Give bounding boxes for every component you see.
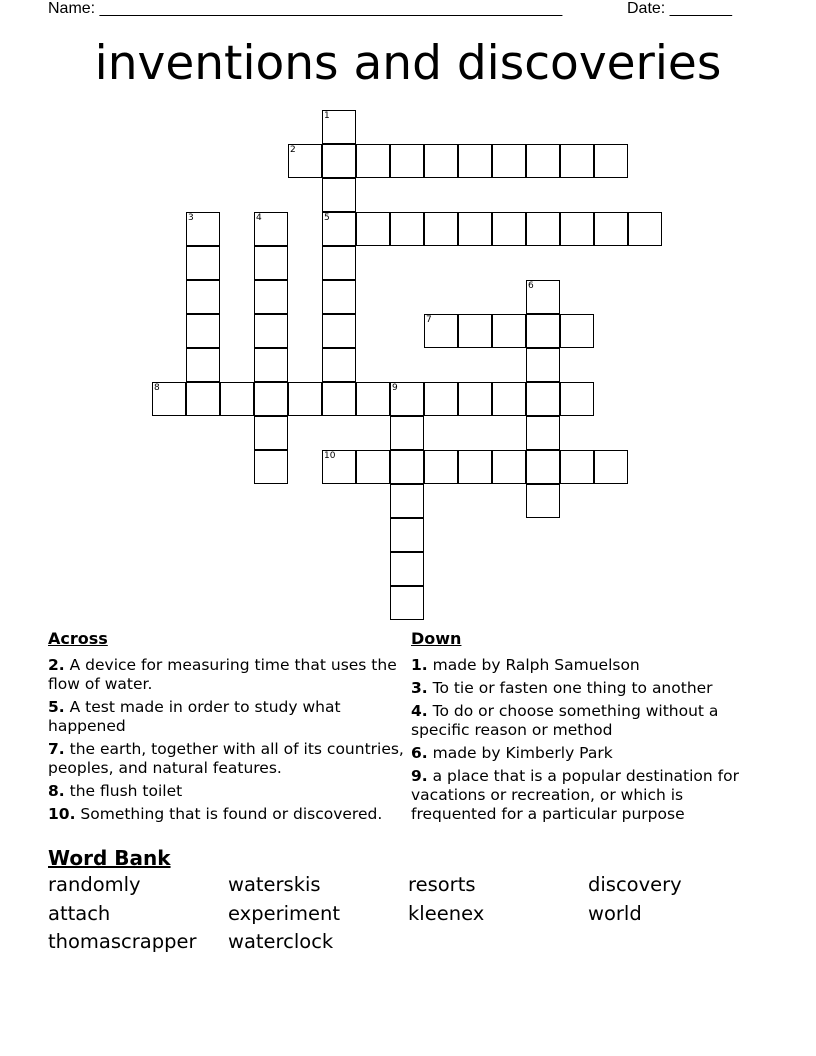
clue-number-label: 8. bbox=[48, 782, 65, 800]
word-bank-item: attach bbox=[48, 902, 111, 925]
clue-number: 5 bbox=[324, 213, 330, 223]
grid-cell[interactable] bbox=[560, 314, 594, 348]
grid-cell[interactable] bbox=[322, 280, 356, 314]
grid-cell[interactable] bbox=[322, 246, 356, 280]
clue-number-label: 2. bbox=[48, 656, 65, 674]
grid-cell[interactable] bbox=[492, 450, 526, 484]
clue-number: 7 bbox=[426, 315, 432, 325]
grid-cell[interactable] bbox=[186, 212, 220, 246]
grid-cell[interactable] bbox=[458, 382, 492, 416]
word-bank-item: resorts bbox=[408, 873, 476, 896]
clue-text: To tie or fasten one thing to another bbox=[427, 679, 713, 697]
clue-number: 3 bbox=[188, 213, 194, 223]
grid-cell[interactable] bbox=[186, 348, 220, 382]
grid-cell[interactable] bbox=[526, 348, 560, 382]
down-clues bbox=[411, 628, 761, 828]
grid-cell[interactable] bbox=[152, 382, 186, 416]
grid-cell[interactable] bbox=[458, 314, 492, 348]
clue-number: 9 bbox=[392, 383, 398, 393]
grid-cell[interactable] bbox=[254, 246, 288, 280]
grid-cell[interactable] bbox=[526, 212, 560, 246]
clue-number-label: 1. bbox=[411, 656, 428, 674]
grid-cell[interactable] bbox=[322, 382, 356, 416]
clue-text: the earth, together with all of its countries, peoples, and natural features. bbox=[48, 740, 404, 777]
grid-cell[interactable] bbox=[254, 382, 288, 416]
grid-cell[interactable] bbox=[288, 144, 322, 178]
grid-cell[interactable] bbox=[356, 382, 390, 416]
puzzle-title: inventions and discoveries bbox=[94, 36, 722, 91]
grid-cell[interactable] bbox=[390, 416, 424, 450]
grid-cell[interactable] bbox=[390, 484, 424, 518]
grid-cell[interactable] bbox=[186, 314, 220, 348]
grid-cell[interactable] bbox=[526, 416, 560, 450]
across-clue bbox=[48, 656, 408, 694]
clue-text: the flush toilet bbox=[64, 782, 183, 800]
word-bank-item: discovery bbox=[588, 873, 682, 896]
word-bank-item: experiment bbox=[228, 902, 341, 925]
grid-cell[interactable] bbox=[424, 450, 458, 484]
down-clue bbox=[411, 656, 761, 675]
word-bank-item: randomly bbox=[48, 873, 141, 896]
grid-cell[interactable] bbox=[390, 450, 424, 484]
grid-cell[interactable] bbox=[322, 348, 356, 382]
clue-number-label: 3. bbox=[411, 679, 428, 697]
grid-cell[interactable] bbox=[254, 280, 288, 314]
grid-cell[interactable] bbox=[186, 246, 220, 280]
grid-cell[interactable] bbox=[594, 212, 628, 246]
clue-number-label: 4. bbox=[411, 702, 428, 720]
clue-number: 8 bbox=[154, 383, 160, 393]
clue-text: made by Ralph Samuelson bbox=[427, 656, 640, 674]
word-bank-item: waterskis bbox=[228, 873, 321, 896]
grid-cell[interactable] bbox=[458, 144, 492, 178]
clue-text: a place that is a popular destination for vacations or recreation, or which is frequented for a particular purpose bbox=[411, 767, 739, 823]
grid-cell[interactable] bbox=[390, 144, 424, 178]
clue-number: 4 bbox=[256, 213, 262, 223]
grid-cell[interactable] bbox=[390, 382, 424, 416]
grid-cell[interactable] bbox=[356, 144, 390, 178]
grid-cell[interactable] bbox=[526, 280, 560, 314]
across-clue bbox=[48, 740, 408, 778]
word-bank-heading: Word Bank bbox=[48, 846, 171, 870]
grid-cell[interactable] bbox=[560, 144, 594, 178]
clue-number-label: 9. bbox=[411, 767, 428, 785]
grid-cell[interactable] bbox=[186, 382, 220, 416]
grid-cell[interactable] bbox=[322, 450, 356, 484]
grid-cell[interactable] bbox=[356, 450, 390, 484]
grid-cell[interactable] bbox=[390, 586, 424, 620]
grid-cell[interactable] bbox=[492, 212, 526, 246]
grid-cell[interactable] bbox=[390, 518, 424, 552]
down-heading: Down bbox=[411, 629, 462, 648]
grid-cell[interactable] bbox=[220, 382, 254, 416]
clue-text: To do or choose something without a specific reason or method bbox=[411, 702, 719, 739]
down-clue bbox=[411, 744, 761, 763]
clue-number: 1 bbox=[324, 111, 330, 121]
grid-cell[interactable] bbox=[560, 382, 594, 416]
grid-cell[interactable] bbox=[322, 178, 356, 212]
name-field-label: Name: ____________________________________________________ bbox=[48, 0, 563, 17]
across-heading: Across bbox=[48, 629, 108, 648]
grid-cell[interactable] bbox=[322, 212, 356, 246]
clue-text: Something that is found or discovered. bbox=[75, 805, 383, 823]
clue-number-label: 5. bbox=[48, 698, 65, 716]
clue-number-label: 10. bbox=[48, 805, 76, 823]
grid-cell[interactable] bbox=[254, 314, 288, 348]
across-clue bbox=[48, 805, 408, 824]
grid-cell[interactable] bbox=[254, 212, 288, 246]
grid-cell[interactable] bbox=[322, 144, 356, 178]
grid-cell[interactable] bbox=[526, 484, 560, 518]
grid-cell[interactable] bbox=[322, 110, 356, 144]
grid-cell[interactable] bbox=[356, 212, 390, 246]
grid-cell[interactable] bbox=[526, 144, 560, 178]
grid-cell[interactable] bbox=[492, 144, 526, 178]
grid-cell[interactable] bbox=[254, 450, 288, 484]
clue-number: 2 bbox=[290, 145, 296, 155]
grid-cell[interactable] bbox=[390, 212, 424, 246]
grid-cell[interactable] bbox=[526, 314, 560, 348]
down-clue bbox=[411, 767, 761, 824]
clue-number-label: 6. bbox=[411, 744, 428, 762]
grid-cell[interactable] bbox=[322, 314, 356, 348]
clue-number: 10 bbox=[324, 451, 336, 461]
grid-cell[interactable] bbox=[424, 382, 458, 416]
grid-cell[interactable] bbox=[492, 382, 526, 416]
grid-cell[interactable] bbox=[492, 314, 526, 348]
grid-cell[interactable] bbox=[390, 552, 424, 586]
grid-cell[interactable] bbox=[594, 450, 628, 484]
grid-cell[interactable] bbox=[560, 450, 594, 484]
grid-cell[interactable] bbox=[526, 450, 560, 484]
down-clue bbox=[411, 679, 761, 698]
clue-text: A device for measuring time that uses the flow of water. bbox=[48, 656, 397, 693]
grid-cell[interactable] bbox=[458, 450, 492, 484]
grid-cell[interactable] bbox=[424, 144, 458, 178]
across-clue bbox=[48, 782, 408, 801]
grid-cell[interactable] bbox=[424, 212, 458, 246]
grid-cell[interactable] bbox=[526, 382, 560, 416]
grid-cell[interactable] bbox=[594, 144, 628, 178]
clue-number-label: 7. bbox=[48, 740, 65, 758]
grid-cell[interactable] bbox=[254, 348, 288, 382]
grid-cell[interactable] bbox=[424, 314, 458, 348]
grid-cell[interactable] bbox=[186, 280, 220, 314]
word-bank-item: kleenex bbox=[408, 902, 485, 925]
grid-cell[interactable] bbox=[254, 416, 288, 450]
word-bank-item: world bbox=[588, 902, 642, 925]
clue-text: made by Kimberly Park bbox=[427, 744, 613, 762]
grid-cell[interactable] bbox=[628, 212, 662, 246]
word-bank-item: waterclock bbox=[228, 930, 334, 953]
across-clues bbox=[48, 628, 408, 828]
date-field-label: Date: _______ bbox=[627, 0, 732, 17]
clue-number: 6 bbox=[528, 281, 534, 291]
word-bank-item: thomascrapper bbox=[48, 930, 197, 953]
across-clue bbox=[48, 698, 408, 736]
grid-cell[interactable] bbox=[288, 382, 322, 416]
grid-cell[interactable] bbox=[458, 212, 492, 246]
down-clue bbox=[411, 702, 761, 740]
grid-cell[interactable] bbox=[560, 212, 594, 246]
clue-text: A test made in order to study what happened bbox=[48, 698, 341, 735]
